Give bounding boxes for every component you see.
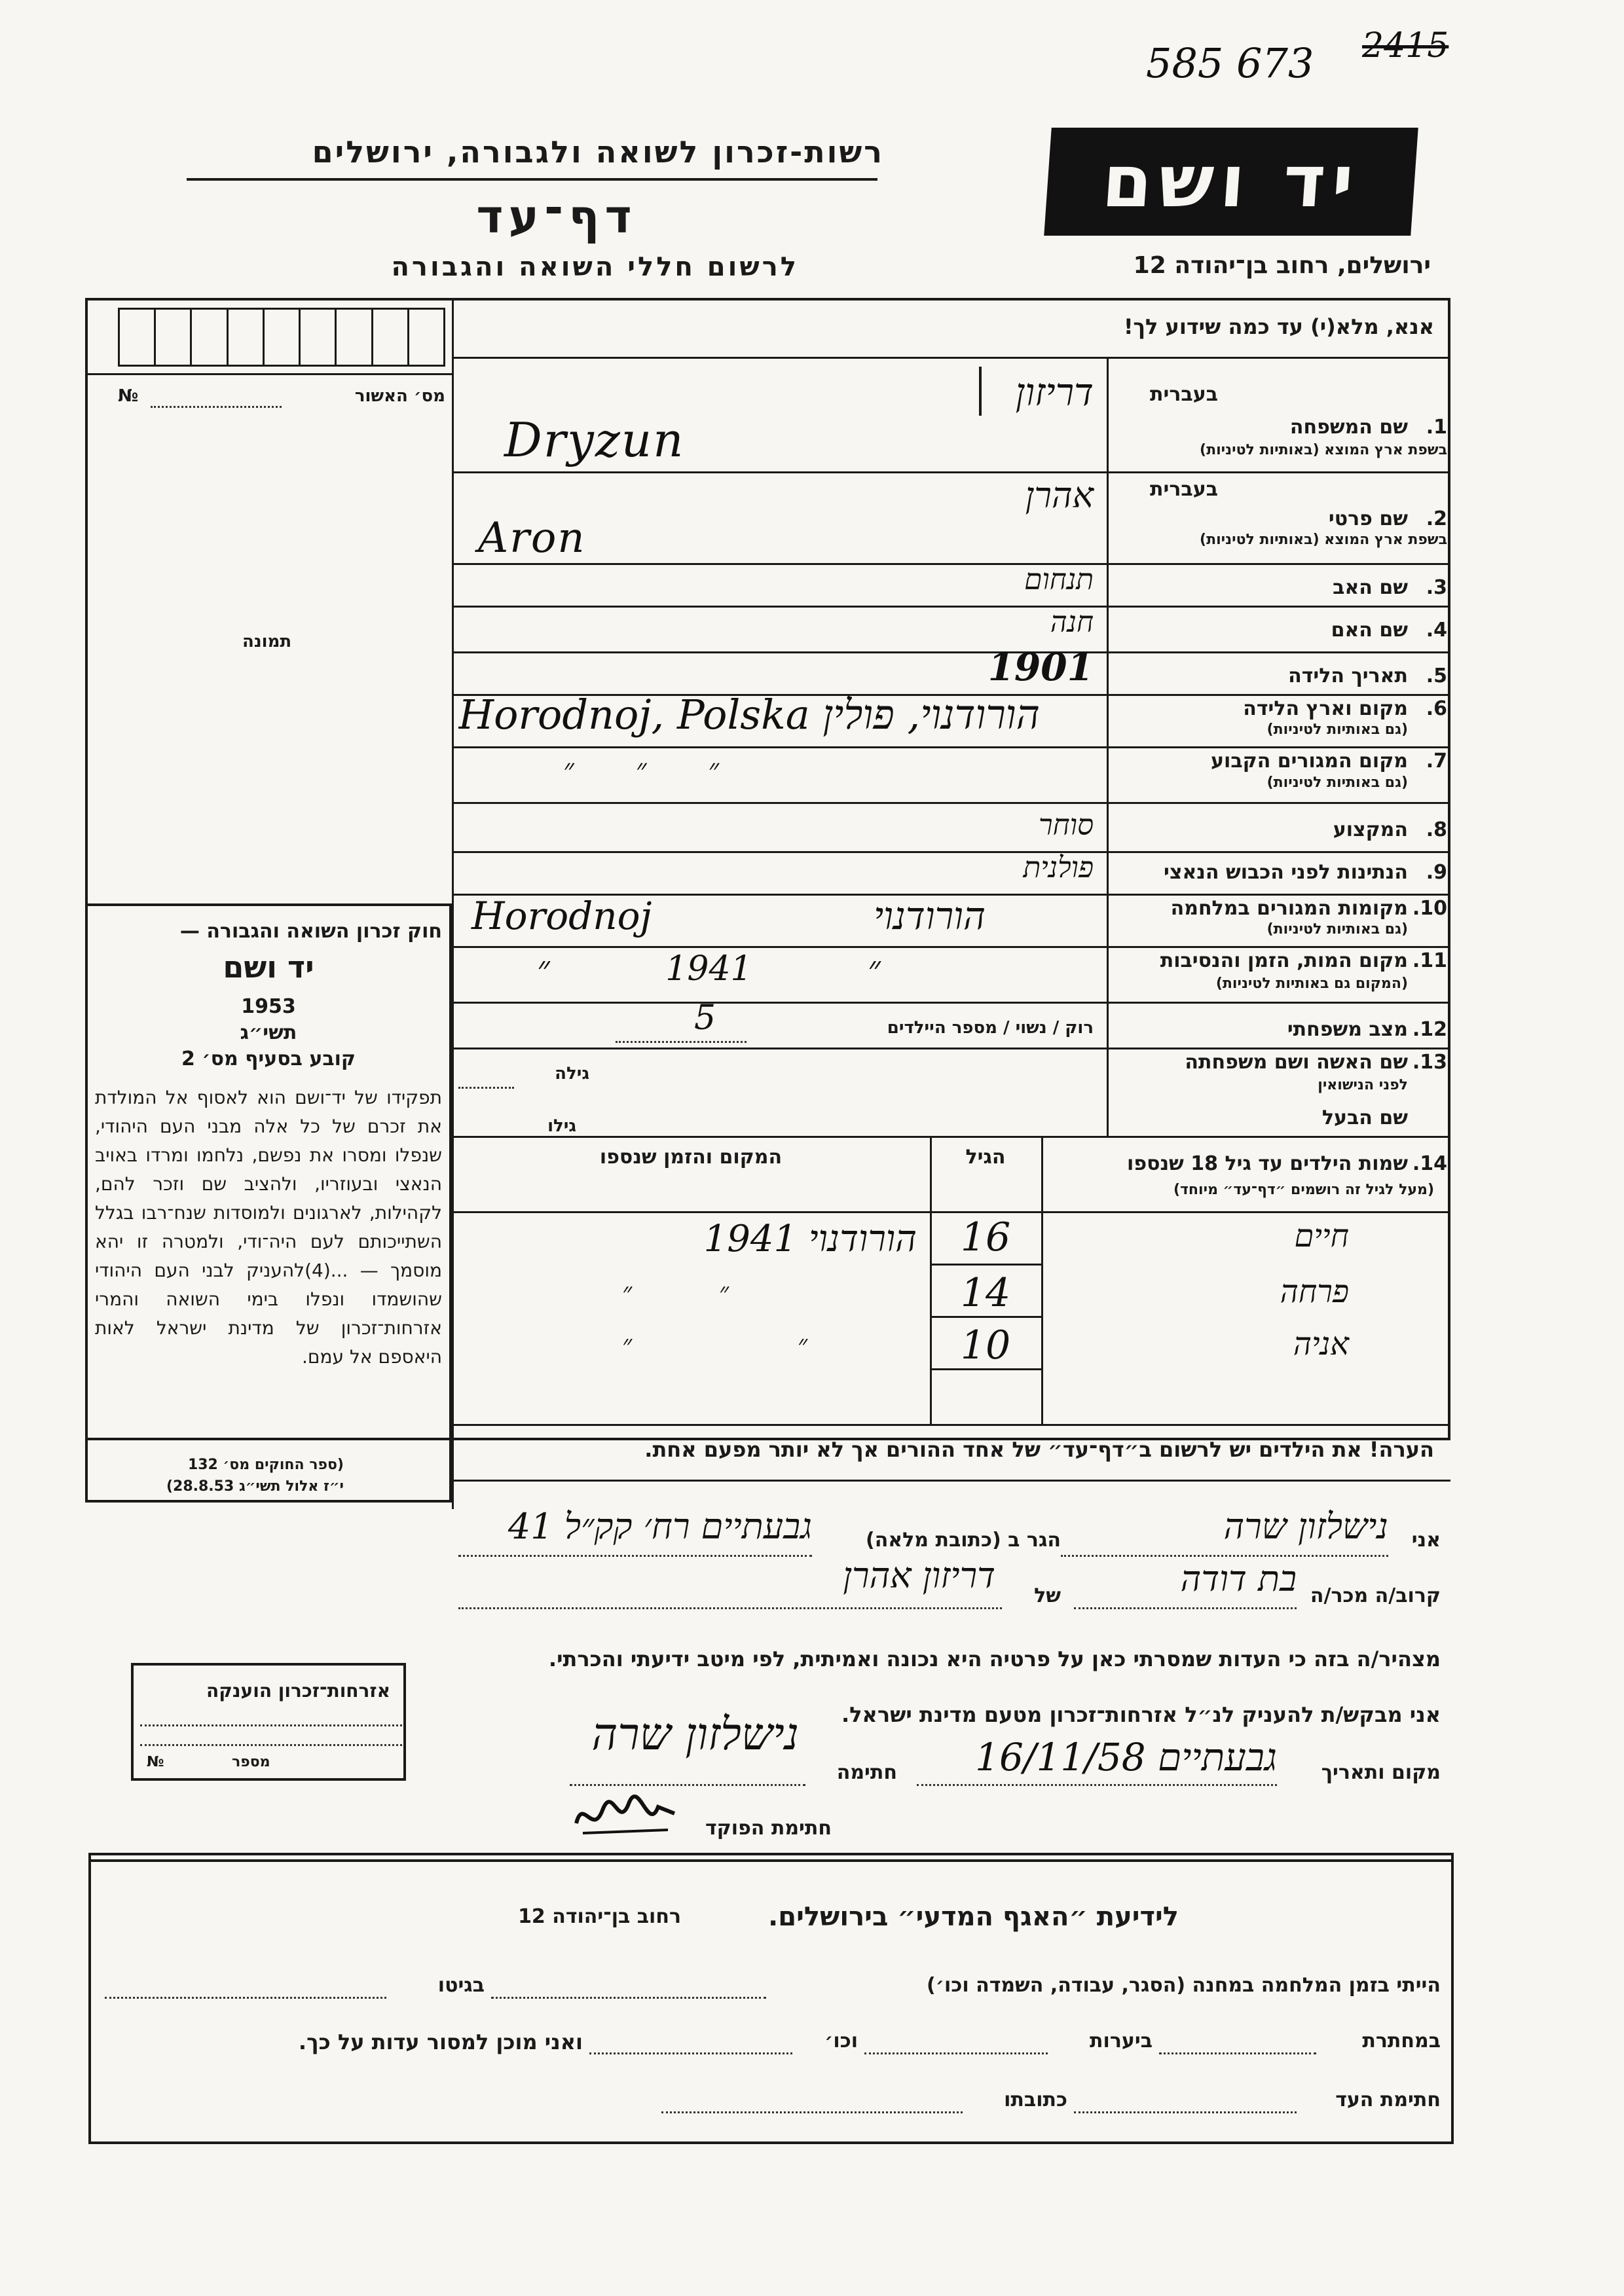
law-year: 1953 (241, 995, 296, 1018)
citizenship-number-label: מספר (232, 1754, 270, 1770)
footer-address: רחוב בן־יהודה 12 (518, 1905, 681, 1928)
decl-residing-label: הגר ב (כתובת מלאה) (865, 1529, 1061, 1552)
form-subtitle: לרשום חללי השואה והגבורה (391, 252, 799, 282)
children-col-divider-2 (930, 1136, 932, 1424)
corner-number: 2415 (1362, 26, 1449, 65)
field-12-label: מצב משפחתי (1287, 1018, 1408, 1041)
child-row-2-rule (930, 1316, 1041, 1318)
children-col-divider-1 (1041, 1136, 1043, 1424)
field-10-sub: (גם באותיות לטיניות) (1266, 921, 1408, 938)
field-13-number: 13. (1412, 1051, 1447, 1074)
field-10-value: Horodnoj הורודנוי (471, 894, 986, 938)
field-7-number: 7. (1426, 750, 1447, 773)
field-6-sub: (גם באותיות לטיניות) (1266, 721, 1408, 738)
row-12-divider (452, 1048, 1450, 1049)
intro-rule (452, 357, 1450, 359)
field-12-options: רוק / נשוי / מספר היילדים (887, 1018, 1094, 1038)
field-1-value-hebrew: דריזון (1015, 370, 1094, 414)
row-1-divider (452, 471, 1450, 473)
field-8-value: סוחר (1039, 809, 1094, 842)
field-3-label: שם האב (1333, 576, 1408, 599)
approval-rule (85, 373, 452, 375)
field-2-value-hebrew: אהרן (1025, 475, 1094, 516)
children-count-value: 5 (694, 998, 716, 1038)
field-6-label: מקום וארץ הלידה (1243, 697, 1408, 720)
field-11-number: 11. (1412, 949, 1447, 972)
children-col-age: הגיל (965, 1146, 1006, 1169)
field-2-sub: בשפת ארץ המוצא (באותיות לטיניות) (1200, 532, 1447, 548)
child-2-place: ״ ״ (622, 1277, 729, 1307)
footer-line3-b: כתובתו (1004, 2088, 1067, 2111)
children-header-rule (452, 1211, 1450, 1213)
field-1-sub: בשפת ארץ המוצא (באותיות לטיניות) (1200, 442, 1447, 458)
field-13-label: שם האשה ושם משפחתה (1185, 1051, 1408, 1074)
law-clause: קובע בסעיף מס׳ 2 (181, 1048, 356, 1070)
field-9-number: 9. (1426, 861, 1447, 884)
child-1-age: 16 (960, 1214, 1011, 1260)
yad-vashem-logo (1044, 128, 1418, 236)
field-10-label: מקומות המגורים במלחמה (1170, 897, 1408, 920)
child-2-age: 14 (960, 1270, 1011, 1316)
field-8-label: המקצוע (1333, 818, 1408, 841)
footer-line3-dots-1 (1074, 2111, 1297, 2113)
field-13-sub: לפני הנישואין (1318, 1077, 1408, 1093)
children-number: 14. (1412, 1152, 1447, 1175)
form-title: דף־עד (476, 190, 637, 244)
decl-signature-label: חתימה (836, 1761, 897, 1784)
authority-underline (187, 178, 877, 181)
left-panel-divider (452, 298, 454, 1509)
law-title: חוק זכרון השואה והגבורה — (179, 920, 442, 943)
field-6-value: Horodnoj, Polska הורודנוי, פולין (458, 691, 1040, 738)
field-1-lang: בעברית (1150, 383, 1218, 406)
decl-relative-label: קרוב/ה מכר/ה (1310, 1584, 1441, 1607)
footer-line1-a: הייתי בזמן המלחמה במחנה (הסגר, עבודה, השמדה וכו׳) (927, 1974, 1441, 1997)
children-count-dots (616, 1041, 747, 1043)
child-row-1-rule (930, 1264, 1041, 1266)
husband-label: שם הבעל (1321, 1106, 1408, 1129)
field-1-value-latin: Dryzun (504, 412, 685, 467)
footer-line2-a: במחתרת (1362, 2030, 1441, 2052)
decl-relative-dots (1074, 1607, 1297, 1609)
official-signature-mark (570, 1784, 681, 1843)
field-1-label: שם המשפחה (1289, 416, 1408, 439)
wife-age-dots (458, 1087, 514, 1089)
footer-line3-dots-2 (661, 2111, 963, 2113)
field-5-label: תאריך הלידה (1288, 665, 1408, 687)
child-2-name: פרחה (1280, 1273, 1349, 1310)
field-5-number: 5. (1426, 665, 1447, 687)
approval-dots (151, 406, 282, 408)
footer-line2-d: ואני מוכן למסור עדות על כך. (298, 2030, 583, 2054)
decl-request-text: אני מבקש/ת להעניק לנ״ל אזרחות־זכרון מטעם מדינת ישראל. (841, 1702, 1441, 1727)
decl-relative-value: בת דודה (1180, 1558, 1297, 1599)
field-4-number: 4. (1426, 619, 1447, 642)
approval-label: מס׳ האשור (354, 386, 445, 406)
law-hebyear: תשי״ג (240, 1021, 297, 1044)
decl-of-dots (458, 1607, 1002, 1609)
citizenship-dots-1 (140, 1724, 402, 1726)
decl-of-value: דריזון אהרן (843, 1555, 995, 1596)
note-rule (452, 1480, 1450, 1482)
field-3-value: תנחום (1024, 563, 1094, 596)
footer-line2-dots-3 (589, 2052, 792, 2054)
field-9-value: פולנית (1023, 851, 1094, 884)
reference-number: 585 673 (1146, 39, 1314, 87)
field-2-label: שם פרטי (1328, 507, 1408, 530)
decl-place-date-label: מקום ותאריך (1321, 1761, 1441, 1784)
logo-text: יד ושם (1099, 139, 1363, 223)
intro-text: אנא, מלא(י) עד כמה שידוע לך! (1123, 314, 1434, 339)
decl-place-date-dots (917, 1784, 1277, 1786)
child-3-name: אניה (1293, 1326, 1349, 1362)
husband-age-label: גילו (547, 1116, 576, 1136)
citizenship-title: אזרחות־זכרון הוענקה (206, 1680, 390, 1702)
children-col-place: המקום והזמן שנספו (599, 1146, 783, 1169)
children-subtitle: (מעל לגיל זה רושמים ״דף־עד״ מיוחד) (1173, 1182, 1434, 1198)
child-1-place: הורודנוי 1941 (703, 1218, 917, 1260)
field-11-sub: (המקום גם באותיות לטיניות) (1215, 975, 1408, 992)
field-2-lang: בעברית (1150, 478, 1218, 501)
field-2-number: 2. (1426, 507, 1447, 530)
note-text: הערה! את הילדים יש לרשום ב״דף־עד״ של אחד ההורים אך לא יותר מפעם אחת. (644, 1437, 1434, 1462)
field-4-label: שם האם (1331, 619, 1408, 642)
child-3-age: 10 (960, 1322, 1011, 1368)
decl-i-label: אני (1411, 1529, 1441, 1552)
approval-boxes (118, 308, 445, 367)
law-text: תפקידו של יד־ושם הוא לאסוף אל המולדת את זכרם של כל אלה מבני העם היהודי, שנפלו ומסרו את נפשם, נלחמו ומרדו באויב הנאצי ובעוזריו, ולהציב שם וזכר להם, לקהילות, לארגונים ולמוסדות שנח־רבו בגלל השתייכותם לעם היה־ודי, ולמטרה זו יהא מוסמך — ...(4)להעניק לבני העם היהודי שהושמדו ונפלו בימי השואה והמרי אזרחות־זכרון של מדינת ישראל לאות היאספם אל עמם. (95, 1087, 442, 1368)
children-title: שמות הילדים עד גיל 18 שנספו (1127, 1152, 1408, 1175)
decl-i-dots (1061, 1555, 1388, 1557)
child-3-place: ״ ״ (622, 1330, 808, 1360)
field-7-sub: (גם באותיות לטיניות) (1266, 774, 1408, 791)
decl-signature-value: נישלזון שרה (591, 1709, 799, 1760)
footer-line1-dots-2 (105, 1997, 386, 1999)
citizenship-no: № (147, 1754, 164, 1770)
footer-line2-b: ביערות (1090, 2030, 1153, 2052)
header-address: ירושלים, רחוב בן־יהודה 12 (1133, 252, 1431, 279)
decl-place-date-value: גבעתיים 16/11/58 (975, 1735, 1277, 1779)
row-10-divider (452, 946, 1450, 948)
field-11-label: מקום המות, הזמן והנסיבות (1160, 949, 1408, 972)
row-6-divider (452, 746, 1450, 748)
decl-official-label: חתימת הפוקד (705, 1817, 832, 1840)
field-4-value: חנה (1050, 606, 1094, 639)
approval-no: № (118, 386, 139, 406)
citizenship-box (131, 1663, 406, 1781)
field-7-label: מקום המגורים הקבוע (1211, 750, 1408, 773)
field-2-value-latin: Aron (478, 514, 586, 562)
decl-declare-text: מצהיר/ה בזה כי העדות שמסרתי כאן על פרטיה היא נכונה ואמיתית, לפי מיטב ידיעתי והכרתי. (548, 1647, 1441, 1671)
law-ref-1: (ספר החוקים מס׳ 132 (187, 1457, 344, 1473)
field-12-number: 12. (1412, 1018, 1447, 1041)
child-row-3-rule (930, 1368, 1041, 1370)
field-1-number: 1. (1426, 416, 1447, 439)
field-13-age-label: גילה (555, 1064, 589, 1084)
photo-label: תמונה (242, 632, 292, 651)
field-11-value: ״ 1941 ״ (537, 949, 881, 989)
decl-residing-value: גבעתיים רח׳ קק״ל 41 (507, 1506, 812, 1547)
footer-line2-dots-2 (864, 2052, 1048, 2054)
row-13-divider (452, 1136, 1450, 1138)
field-3-number: 3. (1426, 576, 1447, 599)
footer-title: לידיעת ״האגף המדעי״ בירושלים. (768, 1902, 1179, 1932)
footer-inner-rule (88, 1859, 1454, 1862)
official-signature-icon (570, 1784, 681, 1843)
row-11-divider (452, 1002, 1450, 1004)
field-9-label: הנתינות לפני הכבוש הנאצי (1164, 861, 1408, 884)
field-7-value: ״ ״ ״ (563, 753, 746, 786)
footer-line2-dots-1 (1159, 2052, 1316, 2054)
authority-line: רשות-זכרון לשואה ולגבורה, ירושלים (312, 134, 884, 170)
child-1-name: חיים (1294, 1218, 1349, 1254)
decl-i-value: נישלזון שרה (1223, 1506, 1388, 1547)
footer-line1-dots-1 (491, 1997, 766, 1999)
row-7-divider (452, 802, 1450, 804)
law-ref-2: י״ז אלול תשי״ג 28.8.53) (166, 1478, 344, 1495)
field-8-number: 8. (1426, 818, 1447, 841)
decl-of-label: של (1034, 1584, 1061, 1607)
field-10-number: 10. (1412, 897, 1447, 920)
field-6-number: 6. (1426, 697, 1447, 720)
field-1-separator (979, 367, 982, 416)
citizenship-dots-2 (140, 1744, 402, 1746)
field-5-value: 1901 (987, 645, 1094, 689)
children-bottom-rule (452, 1424, 1450, 1426)
footer-line1-b: בגיטו (437, 1974, 485, 1997)
law-name: יד ושם (223, 949, 314, 985)
footer-line3-a: חתימת העד (1335, 2088, 1441, 2111)
footer-line2-c: וכו׳ (824, 2030, 858, 2052)
